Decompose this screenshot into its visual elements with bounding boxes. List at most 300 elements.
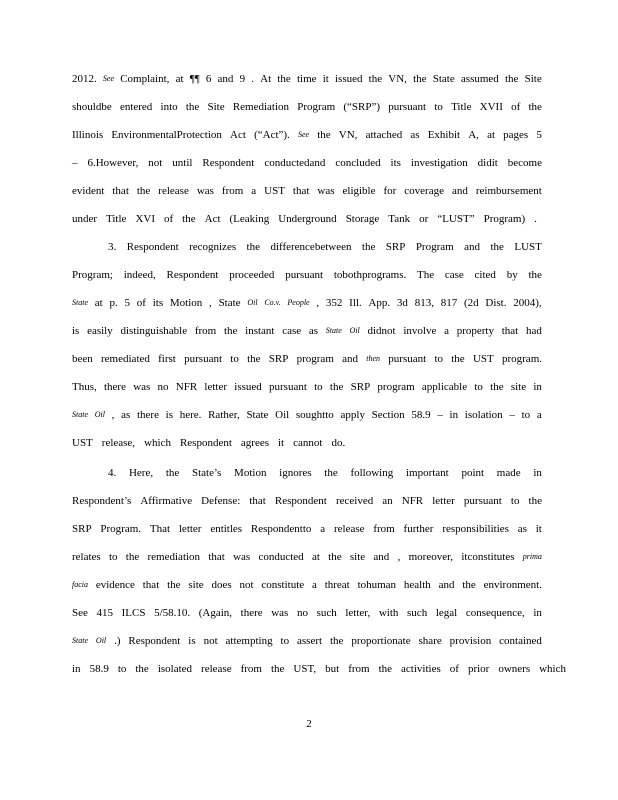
word: State — [432, 73, 455, 85]
word: was — [196, 185, 214, 197]
word: facia — [72, 580, 88, 589]
word: in — [533, 607, 542, 619]
word: itconstitutes — [461, 551, 515, 563]
word: Program. — [100, 523, 142, 535]
word: the — [361, 241, 376, 253]
word: further — [403, 523, 434, 535]
word: Program; — [72, 269, 113, 281]
word: does — [211, 579, 232, 591]
word: Site — [207, 101, 225, 113]
word: conducted — [258, 551, 304, 563]
word: to — [108, 551, 118, 563]
word: the — [328, 551, 342, 563]
word: provision — [449, 635, 492, 647]
word: with — [378, 607, 399, 619]
word: State — [72, 636, 88, 645]
word: SRP — [385, 241, 406, 253]
word: from — [373, 523, 395, 535]
word: at — [311, 551, 320, 563]
word: the — [378, 663, 393, 675]
word: isolation — [464, 409, 503, 421]
word: the — [504, 73, 519, 85]
word: there — [136, 409, 159, 421]
word: had — [525, 325, 542, 337]
word: share — [418, 635, 442, 647]
word: site — [510, 381, 527, 393]
word: to — [521, 409, 531, 421]
paragraph-3-line — [72, 296, 542, 310]
word: SRP — [268, 353, 289, 365]
word: Respondent’s — [72, 495, 132, 507]
paragraph-continued-line — [72, 184, 542, 198]
word: didit — [477, 157, 498, 169]
word: to — [434, 101, 443, 113]
word: Site — [524, 73, 542, 85]
word: from — [194, 325, 217, 337]
word: release — [333, 523, 365, 535]
word: , — [316, 297, 320, 309]
word: the — [270, 663, 285, 675]
word: concluded — [335, 157, 381, 169]
word: the — [490, 241, 504, 253]
word: and — [464, 241, 481, 253]
word: letter — [432, 495, 455, 507]
word: VN, — [388, 73, 407, 85]
word: – — [72, 157, 78, 169]
word: apply — [340, 409, 365, 421]
word: the — [462, 579, 476, 591]
word: 415 — [96, 607, 113, 619]
word: (“SRP”) — [343, 101, 381, 113]
word: to — [117, 663, 127, 675]
word: Section — [371, 409, 405, 421]
word: was — [271, 607, 289, 619]
word: as — [517, 523, 527, 535]
word: pursuant — [184, 353, 223, 365]
word: is — [72, 325, 80, 337]
paragraph-4-line — [72, 578, 542, 592]
word: there — [103, 381, 126, 393]
word: the — [329, 381, 344, 393]
word: Affirmative — [140, 495, 193, 507]
word: The — [417, 269, 435, 281]
word: 6.However, — [87, 157, 139, 169]
word: constitute — [261, 579, 305, 591]
word: Underground — [278, 213, 337, 225]
word: not — [239, 579, 254, 591]
word: cannot — [293, 437, 323, 449]
word: the — [451, 353, 465, 365]
paragraph-4-line — [108, 466, 542, 480]
word: LUST — [514, 241, 542, 253]
word: the — [317, 129, 331, 141]
word: See — [297, 130, 310, 139]
word: from — [240, 663, 262, 675]
word: in — [533, 381, 542, 393]
word: coverage — [404, 185, 444, 197]
word: the — [135, 663, 149, 675]
word: the — [277, 73, 291, 85]
word: (“Act”). — [254, 129, 290, 141]
word: eligible — [342, 185, 376, 197]
word: time — [296, 73, 317, 85]
word: legal — [435, 607, 458, 619]
paragraph-continued-line — [72, 156, 542, 170]
word: ignores — [279, 467, 312, 479]
word: reimbursement — [475, 185, 542, 197]
word: 4. — [108, 467, 117, 479]
word: is — [188, 635, 196, 647]
word: soughtto — [295, 409, 334, 421]
word: Here, — [128, 467, 154, 479]
word: evident — [72, 185, 105, 197]
word: and — [342, 353, 359, 365]
word: XVI — [135, 213, 155, 225]
word: a — [444, 325, 449, 337]
word: health — [403, 579, 431, 591]
word: differencebetween — [270, 241, 352, 253]
word: SRP — [72, 523, 92, 535]
word: an — [382, 495, 393, 507]
word: 5 — [536, 129, 542, 141]
word: consequence, — [465, 607, 525, 619]
word: program. — [501, 353, 542, 365]
word: the — [125, 551, 140, 563]
word: letter — [204, 381, 228, 393]
word: Program) — [483, 213, 526, 225]
word: contained — [499, 635, 542, 647]
word: pages — [503, 129, 529, 141]
word: Storage — [345, 213, 380, 225]
word: (Again, — [198, 607, 233, 619]
paragraph-4-line — [72, 606, 542, 620]
word: conductedand — [264, 157, 326, 169]
word: SRP — [350, 381, 371, 393]
word: or — [419, 213, 429, 225]
word: shouldbe — [72, 101, 112, 113]
word: case — [444, 269, 464, 281]
word: that — [208, 551, 225, 563]
word: , — [209, 297, 212, 309]
word: there — [240, 607, 263, 619]
word: Exhibit — [427, 129, 461, 141]
word: Respondent — [128, 635, 181, 647]
word: Program — [415, 241, 454, 253]
word: Rather, — [208, 409, 240, 421]
word: UST — [72, 437, 93, 449]
word: at — [487, 129, 496, 141]
word: its — [152, 297, 164, 309]
word: Defense: — [201, 495, 241, 507]
word: Motion — [234, 467, 267, 479]
word: that — [292, 185, 310, 197]
word: from — [221, 185, 244, 197]
word: Title — [106, 213, 127, 225]
word: the — [528, 495, 542, 507]
word: a — [311, 579, 317, 591]
word: by — [506, 269, 518, 281]
word: At — [260, 73, 272, 85]
word: Title — [451, 101, 472, 113]
word: cited — [474, 269, 496, 281]
word: prima — [522, 552, 542, 561]
word: attempting — [225, 635, 273, 647]
word: EnvironmentalProtection — [111, 129, 222, 141]
word: 2012. — [72, 73, 97, 85]
word: threat — [324, 579, 350, 591]
word: applicable — [421, 381, 468, 393]
word: pursuant — [285, 269, 324, 281]
word: p. — [109, 297, 118, 309]
word: such — [316, 607, 337, 619]
word: in — [533, 467, 542, 479]
word: environment. — [483, 579, 542, 591]
word: issued — [335, 73, 363, 85]
word: State — [246, 409, 269, 421]
word: XVII — [479, 101, 503, 113]
word: attached — [365, 129, 403, 141]
word: at — [175, 73, 184, 85]
word: isolated — [157, 663, 193, 675]
word: to — [510, 495, 520, 507]
word: that — [501, 325, 519, 337]
word: Oil — [275, 409, 290, 421]
word: that — [249, 495, 266, 507]
word: indeed, — [123, 269, 156, 281]
word: is — [165, 409, 173, 421]
word: then — [366, 354, 381, 363]
word: to — [474, 381, 483, 393]
word: first — [158, 353, 176, 365]
paragraph-3-line — [72, 324, 542, 338]
word: as — [121, 409, 131, 421]
word: .) — [114, 635, 121, 647]
page-number: 2 — [306, 718, 312, 730]
word: 3d — [396, 297, 408, 309]
word: it — [322, 73, 329, 85]
word: Oil — [94, 410, 105, 419]
word: Thus, — [72, 381, 97, 393]
word: release, — [101, 437, 136, 449]
word: A, — [468, 129, 479, 141]
word: until — [172, 157, 193, 169]
word: the — [136, 185, 151, 197]
word: Respondentto — [250, 523, 312, 535]
word: evidence — [95, 579, 135, 591]
word: assumed — [460, 73, 499, 85]
word: relates — [72, 551, 101, 563]
word: proceeded — [229, 269, 275, 281]
word: Complaint, — [120, 73, 170, 85]
word: to — [314, 381, 323, 393]
word: that — [142, 579, 160, 591]
word: (2d — [463, 297, 479, 309]
word: activities — [401, 663, 441, 675]
word: (Leaking — [229, 213, 270, 225]
word: Oil — [95, 636, 107, 645]
word: Co.v. — [264, 298, 281, 307]
word: Ill. — [349, 297, 362, 309]
word: State — [72, 410, 88, 419]
word: remediated — [101, 353, 150, 365]
word: the — [182, 213, 196, 225]
word: issued — [234, 381, 262, 393]
word: prior — [467, 663, 490, 675]
word: See — [102, 74, 115, 83]
word: – — [509, 409, 515, 421]
word: the — [167, 579, 181, 591]
word: easily — [87, 325, 113, 337]
paragraph-3-line — [72, 436, 542, 450]
word: for — [383, 185, 397, 197]
paragraph-3-line — [108, 240, 542, 254]
paragraph-continued-line — [72, 100, 542, 114]
word: remediation — [147, 551, 201, 563]
word: 58.9 — [89, 663, 109, 675]
word: ¶¶ — [189, 73, 200, 85]
paragraph-3-line — [72, 352, 542, 366]
word: the — [324, 467, 338, 479]
word: pursuant — [463, 495, 502, 507]
word: moreover, — [408, 551, 454, 563]
word: ILCS — [121, 607, 146, 619]
word: to — [280, 635, 290, 647]
word: a — [251, 185, 257, 197]
paragraph-4-line — [72, 494, 542, 508]
word: entered — [119, 101, 153, 113]
word: , — [397, 551, 401, 563]
word: Tank — [388, 213, 411, 225]
word: 817 — [440, 297, 458, 309]
paragraph-continued-line — [72, 72, 542, 86]
word: 5/58.10. — [154, 607, 191, 619]
word: of — [136, 297, 146, 309]
word: but — [325, 663, 340, 675]
word: the — [247, 353, 261, 365]
word: , — [111, 409, 115, 421]
word: was — [133, 381, 151, 393]
word: was — [317, 185, 335, 197]
word: State — [218, 297, 241, 309]
word: and — [451, 185, 468, 197]
word: Respondent — [126, 241, 179, 253]
word: State — [325, 326, 342, 335]
word: letter — [178, 523, 202, 535]
paragraph-3-line — [72, 380, 542, 394]
word: Act — [230, 129, 246, 141]
word: tobothprograms. — [333, 269, 407, 281]
word: such — [407, 607, 428, 619]
word: site — [349, 551, 366, 563]
word: investigation — [410, 157, 468, 169]
word: of — [511, 101, 521, 113]
word: Act — [204, 213, 221, 225]
word: Program — [297, 101, 336, 113]
word: UST — [264, 185, 285, 197]
word: the — [528, 269, 542, 281]
paragraph-4-line — [72, 634, 542, 648]
word: not — [203, 635, 218, 647]
word: from — [348, 663, 370, 675]
word: as — [308, 325, 319, 337]
word: responsibilities — [442, 523, 509, 535]
word: NFR — [175, 381, 198, 393]
word: involve — [403, 325, 437, 337]
word: made — [496, 467, 521, 479]
word: 352 — [325, 297, 343, 309]
word: the — [490, 381, 504, 393]
word: Motion — [169, 297, 203, 309]
word: important — [405, 467, 449, 479]
word: Oil — [247, 298, 258, 307]
word: letter, — [345, 607, 371, 619]
word: program — [377, 381, 415, 393]
word: to — [230, 353, 239, 365]
word: 9 — [239, 73, 246, 85]
word: 6 — [205, 73, 212, 85]
word: Illinois — [72, 129, 104, 141]
word: case — [282, 325, 302, 337]
word: UST, — [293, 663, 317, 675]
word: pursuant — [388, 101, 427, 113]
word: a — [536, 409, 542, 421]
word: and — [217, 73, 234, 85]
word: 58.9 — [411, 409, 431, 421]
word: tohuman — [357, 579, 397, 591]
word: the — [368, 73, 383, 85]
word: a — [320, 523, 326, 535]
word: following — [350, 467, 394, 479]
word: That — [149, 523, 171, 535]
word: State — [72, 298, 88, 307]
word: Respondent — [202, 157, 255, 169]
word: VN, — [338, 129, 358, 141]
word: “LUST” — [437, 213, 475, 225]
word: 2004), — [513, 297, 542, 309]
word: proportionate — [351, 635, 411, 647]
word: and — [438, 579, 455, 591]
word: become — [507, 157, 542, 169]
word: the — [329, 635, 344, 647]
word: and — [373, 551, 390, 563]
word: the — [528, 101, 542, 113]
word: point — [461, 467, 485, 479]
word: which — [144, 437, 171, 449]
word: Respondent — [274, 495, 327, 507]
word: property — [456, 325, 494, 337]
word: assert — [297, 635, 323, 647]
word: 3. — [108, 241, 117, 253]
word: at — [94, 297, 103, 309]
word: been — [72, 353, 93, 365]
word: Dist. — [485, 297, 507, 309]
word: the — [246, 241, 260, 253]
word: its — [390, 157, 401, 169]
word: no — [296, 607, 308, 619]
word: here. — [179, 409, 202, 421]
paragraph-3-line — [72, 268, 542, 282]
word: as — [410, 129, 420, 141]
word: in — [449, 409, 459, 421]
word: no — [157, 381, 169, 393]
word: was — [233, 551, 251, 563]
word: didnot — [367, 325, 396, 337]
word: distinguishable — [120, 325, 188, 337]
word: site — [188, 579, 204, 591]
word: See — [72, 607, 88, 619]
word: People — [287, 298, 310, 307]
word: that — [112, 185, 129, 197]
